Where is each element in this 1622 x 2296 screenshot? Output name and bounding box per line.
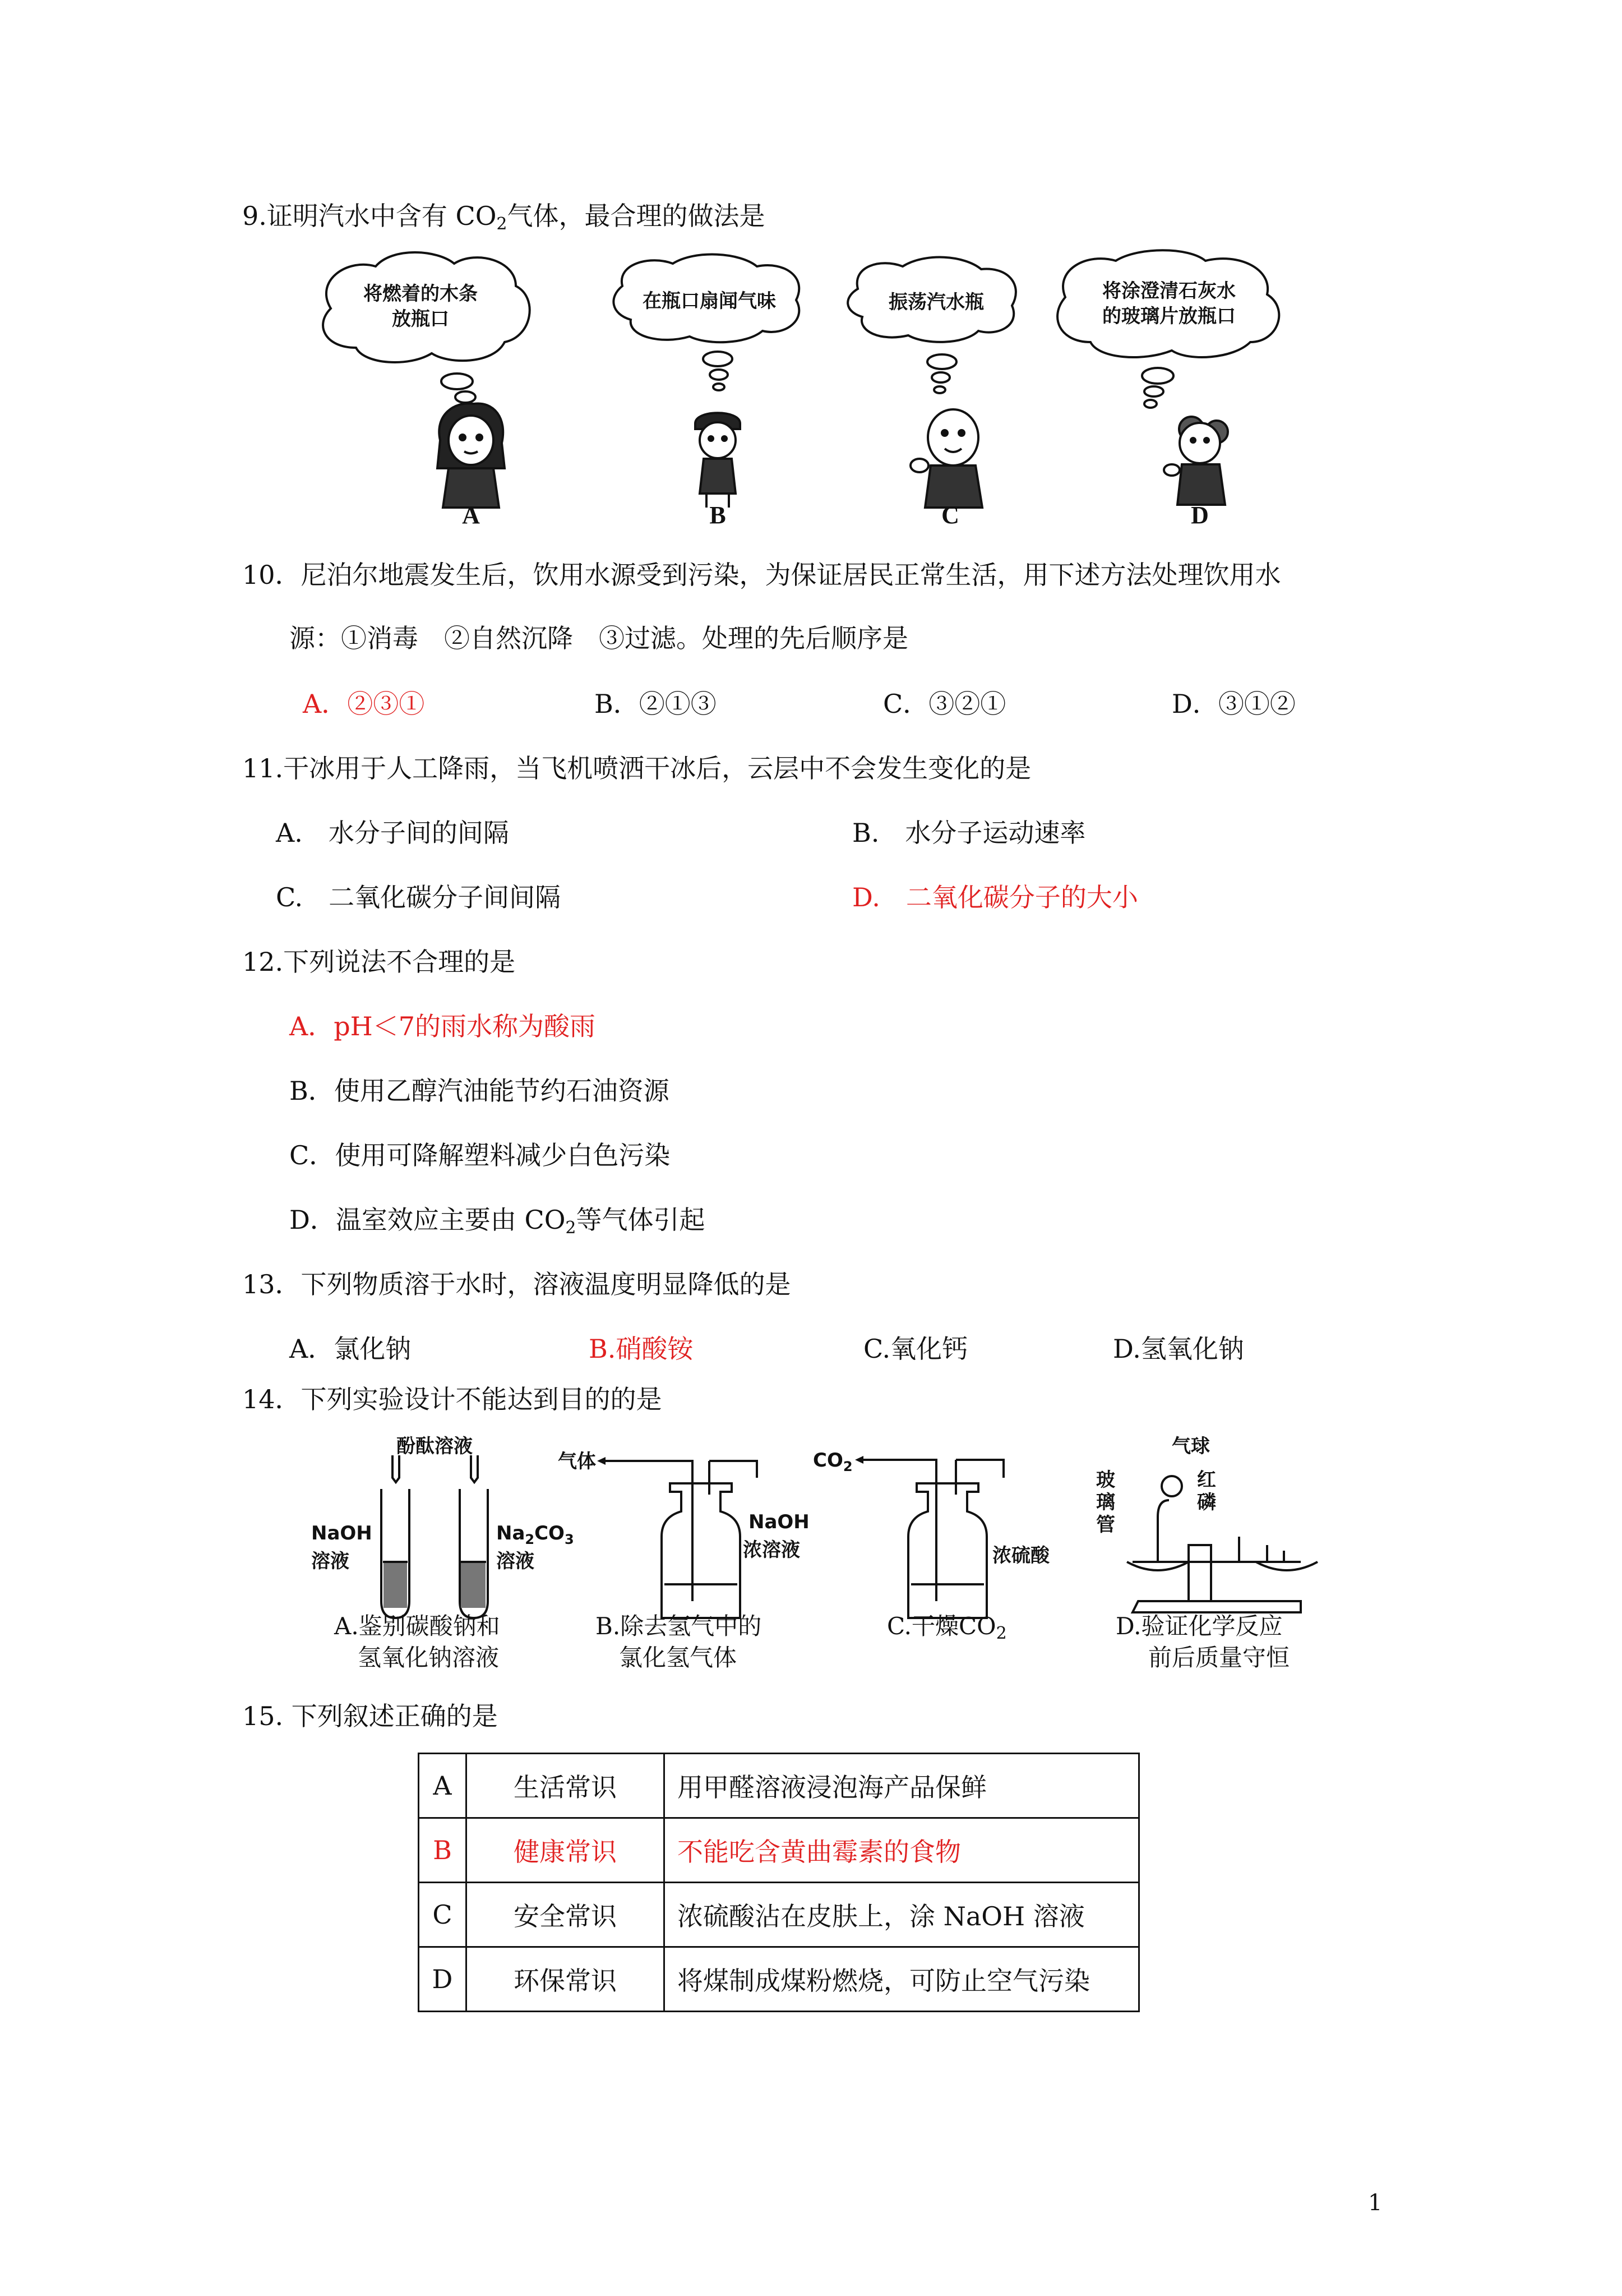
svg-text:Na2CO3: $Na_2CO_3$ — [496, 1522, 574, 1547]
row-key: D — [419, 1947, 466, 2012]
svg-text:D: D — [1191, 501, 1209, 529]
table-row — [419, 1754, 1139, 1818]
q15-table — [418, 1753, 1140, 2012]
svg-text:NaOH: NaOH — [748, 1511, 810, 1533]
svg-text:CO2: $CO_2$ — [813, 1449, 853, 1474]
q13-option-d: D.氢氧化钠 — [1113, 1334, 1244, 1364]
q11-stem: 11.干冰用于人工降雨，当飞机喷洒干冰后，云层中不会发生变化的是 — [242, 753, 1032, 783]
q10-option-d: D．③①② — [1172, 689, 1296, 719]
row-key: C — [419, 1883, 466, 1947]
svg-text:NaOH: NaOH — [311, 1522, 372, 1545]
q14-caption-a: A.鉴别碳酸钠和 氢氧化钠溶液 — [334, 1612, 500, 1671]
svg-text:溶液: 溶液 — [311, 1550, 349, 1573]
table-row — [419, 1883, 1139, 1947]
svg-text:振荡汽水瓶: 振荡汽水瓶 — [889, 291, 984, 313]
character-d-icon — [1164, 417, 1228, 505]
svg-text:B: B — [709, 501, 726, 529]
q12-stem: 12.下列说法不合理的是 — [242, 947, 516, 977]
q14-caption-c: C.干燥$CO_2$ — [887, 1612, 1007, 1643]
q12-option-c: C．使用可降解塑料减少白色污染 — [289, 1140, 671, 1170]
svg-text:管: 管 — [1096, 1514, 1115, 1536]
q13-option-b: B.硝酸铵 — [589, 1334, 694, 1364]
svg-text:在瓶口扇闻气味: 在瓶口扇闻气味 — [643, 290, 776, 312]
svg-text:C: C — [941, 501, 959, 529]
page-number: 1 — [1368, 2190, 1383, 2216]
row-category: 生活常识 — [466, 1754, 664, 1818]
row-category: 安全常识 — [466, 1883, 664, 1947]
q12-option-d: D．温室效应主要由 $CO_2$等气体引起 — [289, 1205, 705, 1238]
q9-figure — [314, 247, 1340, 538]
q10-option-b: B．②①③ — [594, 689, 717, 719]
row-text: 浓硫酸沾在皮肤上，涂 NaOH 溶液 — [664, 1883, 1139, 1947]
q10-stem-line1: 10．尼泊尔地震发生后，饮用水源受到污染，为保证居民正常生活，用下述方法处理饮用水 — [242, 560, 1281, 590]
q14-caption-d: D.验证化学反应 前后质量守恒 — [1116, 1612, 1290, 1671]
q12-option-b: B．使用乙醇汽油能节约石油资源 — [289, 1076, 669, 1106]
q11-option-b: B. 水分子运动速率 — [852, 818, 1086, 848]
svg-text:气球: 气球 — [1172, 1435, 1210, 1458]
row-text: 用甲醛溶液浸泡海产品保鲜 — [664, 1754, 1139, 1818]
table-row — [419, 1947, 1139, 2012]
q14-stem: 14．下列实验设计不能达到目的的是 — [242, 1384, 662, 1414]
row-key: B — [419, 1818, 466, 1883]
q15-stem: 15. 下列叙述正确的是 — [242, 1701, 498, 1731]
q10-option-c: C．③②① — [883, 689, 1006, 719]
q10-option-a: A．②③① — [303, 689, 425, 719]
q14-caption-b: B.除去氢气中的 氯化氢气体 — [595, 1612, 762, 1671]
row-text: 将煤制成煤粉燃烧，可防止空气污染 — [664, 1947, 1139, 2012]
svg-text:浓溶液: 浓溶液 — [743, 1539, 800, 1561]
svg-text:A: A — [462, 501, 480, 529]
svg-text:酚酞溶液: 酚酞溶液 — [396, 1435, 473, 1458]
q13-option-c: C.氧化钙 — [863, 1334, 968, 1364]
table-row — [419, 1818, 1139, 1883]
row-text: 不能吃含黄曲霉素的食物 — [664, 1818, 1139, 1883]
svg-text:玻: 玻 — [1096, 1469, 1115, 1491]
svg-text:璃: 璃 — [1096, 1491, 1115, 1514]
q13-option-a: A．氯化钠 — [289, 1334, 412, 1364]
character-c-icon — [911, 409, 982, 508]
q10-stem-line2: 源：①消毒 ②自然沉降 ③过滤。处理的先后顺序是 — [289, 623, 908, 653]
row-key: A — [419, 1754, 466, 1818]
q12-option-a: A．pH＜7的雨水称为酸雨 — [289, 1011, 596, 1041]
svg-text:将燃着的木条: 将燃着的木条 — [363, 283, 478, 305]
svg-text:将涂澄清石灰水: 将涂澄清石灰水 — [1102, 280, 1236, 302]
row-category: 环保常识 — [466, 1947, 664, 2012]
svg-text:浓硫酸: 浓硫酸 — [992, 1545, 1050, 1567]
svg-text:的玻璃片放瓶口: 的玻璃片放瓶口 — [1102, 305, 1236, 328]
q11-option-c: C. 二氧化碳分子间间隔 — [276, 882, 561, 912]
q9-stem: 9.证明汽水中含有 $CO_2$气体，最合理的做法是 — [242, 201, 765, 234]
svg-text:溶液: 溶液 — [496, 1550, 534, 1573]
character-b-icon — [695, 413, 740, 508]
q13-stem: 13．下列物质溶于水时，溶液温度明显降低的是 — [242, 1269, 791, 1299]
svg-text:放瓶口: 放瓶口 — [392, 308, 449, 330]
svg-text:磷: 磷 — [1197, 1491, 1216, 1514]
svg-text:红: 红 — [1197, 1469, 1216, 1491]
row-category: 健康常识 — [466, 1818, 664, 1883]
q11-option-d: D. 二氧化碳分子的大小 — [852, 882, 1138, 912]
svg-text:气体: 气体 — [558, 1450, 596, 1473]
character-a-icon — [437, 403, 505, 508]
q11-option-a: A. 水分子间的间隔 — [276, 818, 509, 848]
